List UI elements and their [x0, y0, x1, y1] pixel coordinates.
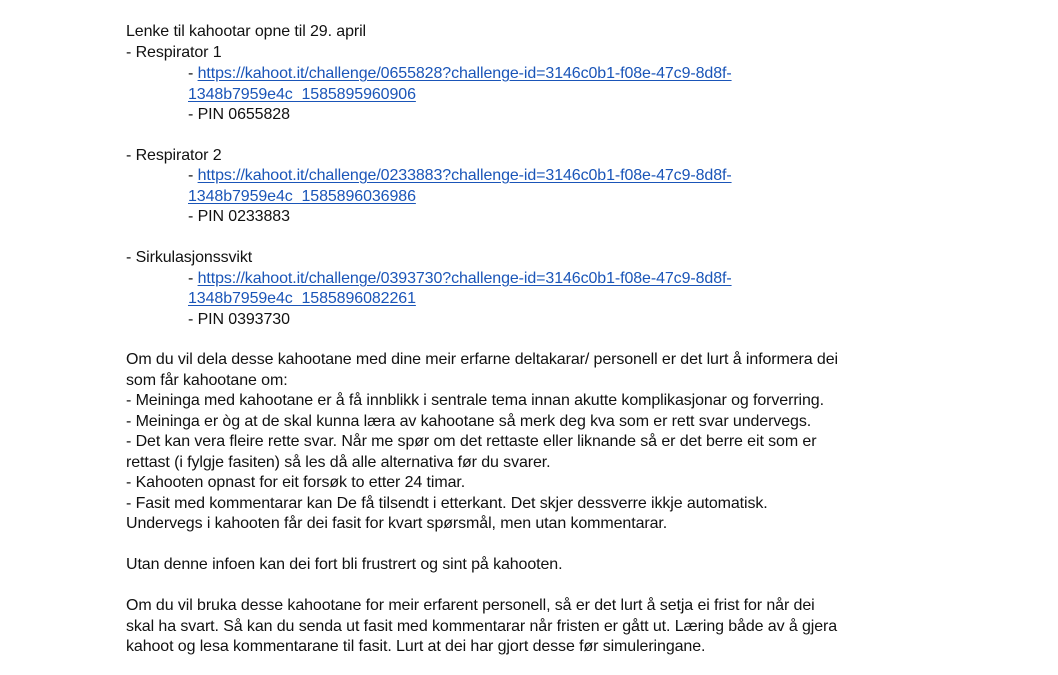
kahoot-link-sirkulasjonssvikt[interactable]: https://kahoot.it/challenge/0393730?challenge-id=3146c0b1-f08e-47c9-8d8f-: [197, 270, 732, 287]
pin-respirator-2: - PIN 0233883: [188, 208, 290, 225]
para3-line: Om du vil bruka desse kahootane for meir erfarent personell, så er det lurt å setja ei frist for når dei: [126, 597, 815, 614]
dash: -: [188, 167, 198, 184]
para3-line: skal ha svart. Så kan du senda ut fasit med kommentarar når fristen er gått ut. Læring både av å gjera: [126, 618, 838, 635]
para1-line: - Fasit med kommentarar kan De få tilsendt i etterkant. Det skjer dessverre ikkje automatisk.: [126, 495, 768, 512]
para1-line: - Meininga er òg at de skal kunna læra av kahootane så merk deg kva som er rett svar undervegs.: [126, 413, 812, 430]
kahoot-link-respirator-1[interactable]: https://kahoot.it/challenge/0655828?challenge-id=3146c0b1-f08e-47c9-8d8f-: [197, 65, 732, 82]
kahoot-link-sirkulasjonssvikt-cont[interactable]: 1348b7959e4c_1585896082261: [188, 290, 416, 307]
dash: -: [188, 65, 198, 82]
kahoot-link-respirator-2[interactable]: https://kahoot.it/challenge/0233883?challenge-id=3146c0b1-f08e-47c9-8d8f-: [197, 167, 732, 184]
dash: -: [188, 270, 198, 287]
para1-line: - Kahooten opnast for eit forsøk to etter 24 timar.: [126, 474, 466, 491]
para2-line: Utan denne infoen kan dei fort bli frustrert og sint på kahooten.: [126, 556, 563, 573]
pin-respirator-1: - PIN 0655828: [188, 106, 290, 123]
section-title-sirkulasjonssvikt: - Sirkulasjonssvikt: [126, 249, 253, 266]
para1-line: Undervegs i kahooten får dei fasit for kvart spørsmål, men utan kommentarar.: [126, 515, 668, 532]
kahoot-link-respirator-1-cont[interactable]: 1348b7959e4c_1585895960906: [188, 86, 416, 103]
section-title-respirator-2: - Respirator 2: [126, 147, 222, 164]
pin-sirkulasjonssvikt: - PIN 0393730: [188, 311, 290, 328]
para1-line: rettast (i fylgje fasiten) så les då alle alternativa før du svarer.: [126, 454, 551, 471]
url-line2-sirkulasjonssvikt: [188, 289, 416, 309]
para1-line: - Meininga med kahootane er å få innblikk i sentrale tema innan akutte komplikasjonar og forverring.: [126, 392, 824, 409]
url-line2-respirator-1: [188, 85, 416, 105]
para3-line: kahoot og lesa kommentarane til fasit. Lurt at dei har gjort desse før simuleringane.: [126, 638, 706, 655]
para1-line: som får kahootane om:: [126, 372, 288, 389]
url-line-respirator-1: [188, 64, 732, 84]
url-line-sirkulasjonssvikt: [188, 269, 732, 289]
kahoot-link-respirator-2-cont[interactable]: 1348b7959e4c_1585896036986: [188, 188, 416, 205]
para1-line: - Det kan vera fleire rette svar. Når me spør om det rettaste eller liknande så er det berre eit som er: [126, 433, 817, 450]
url-line2-respirator-2: [188, 187, 416, 207]
url-line-respirator-2: [188, 166, 732, 186]
section-title-respirator-1: - Respirator 1: [126, 44, 222, 61]
para1-line: Om du vil dela desse kahootane med dine meir erfarne deltakarar/ personell er det lurt å informera dei: [126, 351, 838, 368]
doc-heading: Lenke til kahootar opne til 29. april: [126, 23, 367, 40]
